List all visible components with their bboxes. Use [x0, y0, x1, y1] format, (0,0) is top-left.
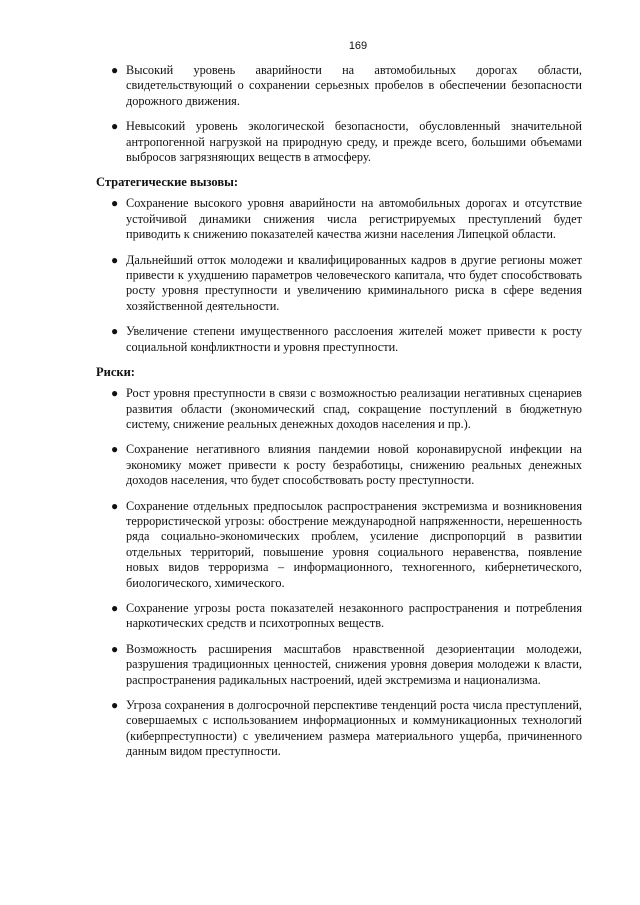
list-item-text: Высокий уровень аварийности на автомобильных дорогах области, свидетельствующий о сохранении серьезных пробелов в обеспечении безопасности дорожного движения.	[126, 63, 582, 108]
strategic-challenges-list	[96, 196, 582, 355]
list-item	[96, 499, 582, 591]
list-item	[96, 324, 582, 355]
list-item-text: Сохранение угрозы роста показателей незаконного распространения и потребления наркотических средств и психотропных веществ.	[126, 600, 582, 631]
list-item-text: Сохранение отдельных предпосылок распространения экстремизма и возникновения террористической угрозы: обострение международной напряженности, нерешенность ряда социально-экономических проблем, усиление диспропорций в развитии отдельных территорий, повышение уровня социального неравенства, появление новых видов терроризма – информационного, техногенного, кибернетического, биологического, химического.	[126, 498, 582, 590]
bullet-icon: ●	[111, 119, 119, 134]
bullet-icon: ●	[111, 641, 119, 656]
bullet-icon: ●	[111, 196, 119, 211]
list-item	[96, 386, 582, 432]
list-item	[96, 601, 582, 632]
list-item	[96, 63, 582, 109]
page-number: 169	[348, 40, 368, 52]
risks-heading: Риски:	[96, 365, 135, 380]
list-item-text: Дальнейший отток молодежи и квалифицированных кадров в другие регионы может привести к ухудшению параметров человеческого капитала, что будет способствовать росту уровня преступности и увеличению криминального риска в сфере ведения хозяйственной деятельности.	[126, 252, 582, 313]
list-item-text: Возможность расширения масштабов нравственной дезориентации молодежи, разрушения традиционных ценностей, снижения уровня доверия молодежи к власти, распространения радикальных настроений, идей экстремизма и национализма.	[126, 641, 582, 687]
intro-list	[96, 63, 582, 165]
list-item-text: Сохранение высокого уровня аварийности на автомобильных дорогах и отсутствие устойчивой динамики снижения числа регистрируемых преступлений будет приводить к снижению показателей качества жизни населения Липецкой области.	[126, 196, 582, 242]
list-item-text: Рост уровня преступности в связи с возможностью реализации негативных сценариев развития области (экономический спад, сокращение поступлений в бюджетную систему, снижение реальных денежных доходов населения и пр.).	[126, 386, 582, 431]
bullet-icon: ●	[111, 698, 119, 712]
bullet-icon: ●	[111, 324, 119, 339]
list-item	[96, 698, 582, 760]
list-item-text: Угроза сохранения в долгосрочной перспективе тенденций роста числа преступлений, совершаемых с использованием информационных и коммуникационных технологий (киберпреступности) с увеличением размера материального ущерба, причиненного данным видом преступности.	[126, 698, 582, 759]
list-item	[96, 119, 582, 165]
list-item-text: Увеличение степени имущественного расслоения жителей может привести к росту социальной конфликтности и уровня преступности.	[126, 324, 582, 354]
bullet-icon: ●	[111, 252, 119, 267]
bullet-icon: ●	[111, 442, 119, 457]
list-item	[96, 253, 582, 315]
list-item	[96, 642, 582, 688]
bullet-icon: ●	[111, 63, 119, 77]
bullet-icon: ●	[111, 498, 119, 513]
strategic-challenges-heading: Стратегические вызовы:	[96, 175, 239, 190]
list-item	[96, 442, 582, 488]
bullet-icon: ●	[111, 386, 119, 401]
bullet-icon: ●	[111, 600, 119, 615]
list-item-text: Сохранение негативного влияния пандемии новой коронавирусной инфекции на экономику может привести к росту безработицы, снижению реальных денежных доходов населения, что будет способствовать росту преступности.	[126, 442, 582, 488]
list-item	[96, 196, 582, 242]
list-item-text: Невысокий уровень экологической безопасности, обусловленный значительной антропогенной нагрузкой на природную среду, и прежде всего, большими объемами выбросов загрязняющих веществ в атмосферу.	[126, 119, 582, 165]
risks-list	[96, 386, 582, 760]
